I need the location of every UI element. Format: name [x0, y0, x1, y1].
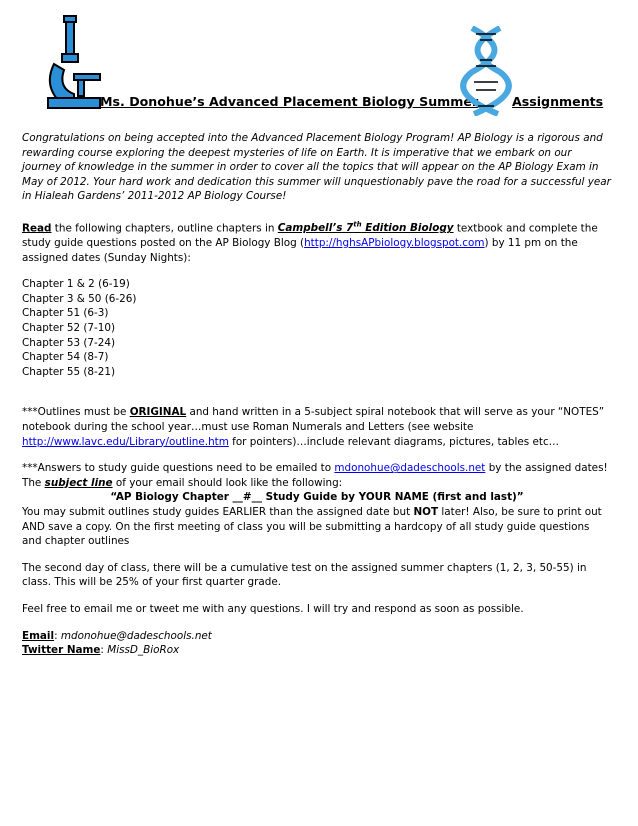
chapter-item: Chapter 51 (6-3) — [22, 307, 109, 320]
twitter-value: MissD_BioRox — [107, 644, 180, 657]
outlines-text-mid: and hand written in a 5-subject spiral notebook that will serve as your “NOTES” notebook during the school year…must use Roman Numerals and Letters (see website — [22, 406, 605, 433]
email-value: mdonohue@dadeschools.net — [60, 629, 212, 642]
chapter-item: Chapter 55 (8-21) — [22, 365, 116, 378]
book-title-post: Edition Biology — [361, 222, 454, 235]
document-body — [22, 131, 612, 658]
chapter-item: Chapter 53 (7-24) — [22, 336, 116, 349]
read-text-1: the following chapters, outline chapters in — [51, 222, 278, 235]
book-title — [278, 222, 454, 234]
read-label: Read — [22, 222, 52, 235]
test-paragraph: The second day of class, there will be a cumulative test on the assigned summer chapters (1, 2, 3, 50-55) in class. This will be 25% of your first quarter grade. — [22, 561, 587, 589]
not-emphasis: NOT — [413, 505, 439, 518]
answers-text-mid: by the assigned dates! The — [22, 462, 608, 489]
submit-text-pre: You may submit outlines study guides EARLIER than the assigned date but — [22, 505, 414, 518]
blog-link[interactable]: http://hghsAPbiology.blogspot.com — [304, 237, 485, 250]
twitter-label: Twitter Name — [22, 644, 101, 657]
contact-paragraph: Feel free to email me or tweet me with any questions. I will try and respond as soon as possible. — [22, 602, 524, 615]
chapter-item: Chapter 54 (8-7) — [22, 351, 109, 364]
email-label: Email — [22, 629, 55, 642]
page-title-end: Assignments — [512, 94, 604, 109]
answers-text-pre: ***Answers to study guide questions need to be emailed to — [22, 462, 335, 475]
microscope-icon — [44, 14, 106, 110]
book-title-sup: th — [353, 220, 362, 229]
read-text-3: ) by 11 pm on the assigned dates (Sunday Nights): — [22, 237, 578, 264]
twitter-line: Twitter Name: MissD_BioRox — [22, 644, 180, 657]
chapter-list — [22, 277, 612, 379]
chapter-item: Chapter 3 & 50 (6-26) — [22, 292, 137, 305]
email-line: Email: mdonohue@dadeschools.net — [22, 629, 212, 642]
book-title-pre: Campbell’s 7 — [277, 222, 354, 235]
submit-text-post: later! Also, be sure to print out AND save a copy. On the first meeting of class you will be submitting a hardcopy of all study guide questions and chapter outlines — [22, 505, 602, 548]
page-title: Ms. Donohue’s Advanced Placement Biology Summer — [100, 94, 479, 109]
outlines-text-pre: ***Outlines must be — [22, 406, 130, 419]
intro-paragraph: Congratulations on being accepted into the Advanced Placement Biology Program! AP Biology is a rigorous and rewarding course exploring the deepest mysteries of life on Earth. It is imperative that we embark on our journey of knowledge in the summer in order to cover all the topics that will appear on the AP Biology Exam in May of 2012. Your hard work and dedication this summer will unquestionably pave the road for a successful year in Hialeah Gardens’ 2011-2012 AP Biology Course! — [22, 132, 611, 203]
answers-text-post: of your email should look like the following: — [112, 476, 343, 489]
teacher-email-link[interactable]: mdonohue@dadeschools.net — [334, 462, 486, 475]
original-emphasis: ORIGINAL — [129, 406, 187, 419]
answers-paragraph — [22, 461, 612, 490]
outlines-text-post: for pointers)…include relevant diagrams, pictures, tables etc… — [228, 435, 560, 448]
outline-guide-link[interactable]: http://www.lavc.edu/Library/outline.htm — [22, 435, 229, 448]
subject-format: “AP Biology Chapter __#__ Study Guide by YOUR NAME (first and last)” — [110, 491, 524, 504]
submit-paragraph — [22, 505, 612, 549]
read-text-2: textbook and complete the study guide questions posted on the AP Biology Blog ( — [22, 222, 598, 250]
subject-line-emphasis: subject line — [44, 476, 113, 489]
dna-helix-icon — [458, 26, 514, 116]
chapter-item: Chapter 52 (7-10) — [22, 322, 116, 334]
chapter-item: Chapter 1 & 2 (6-19) — [22, 278, 130, 291]
outlines-paragraph — [22, 405, 612, 449]
read-paragraph — [22, 218, 612, 265]
